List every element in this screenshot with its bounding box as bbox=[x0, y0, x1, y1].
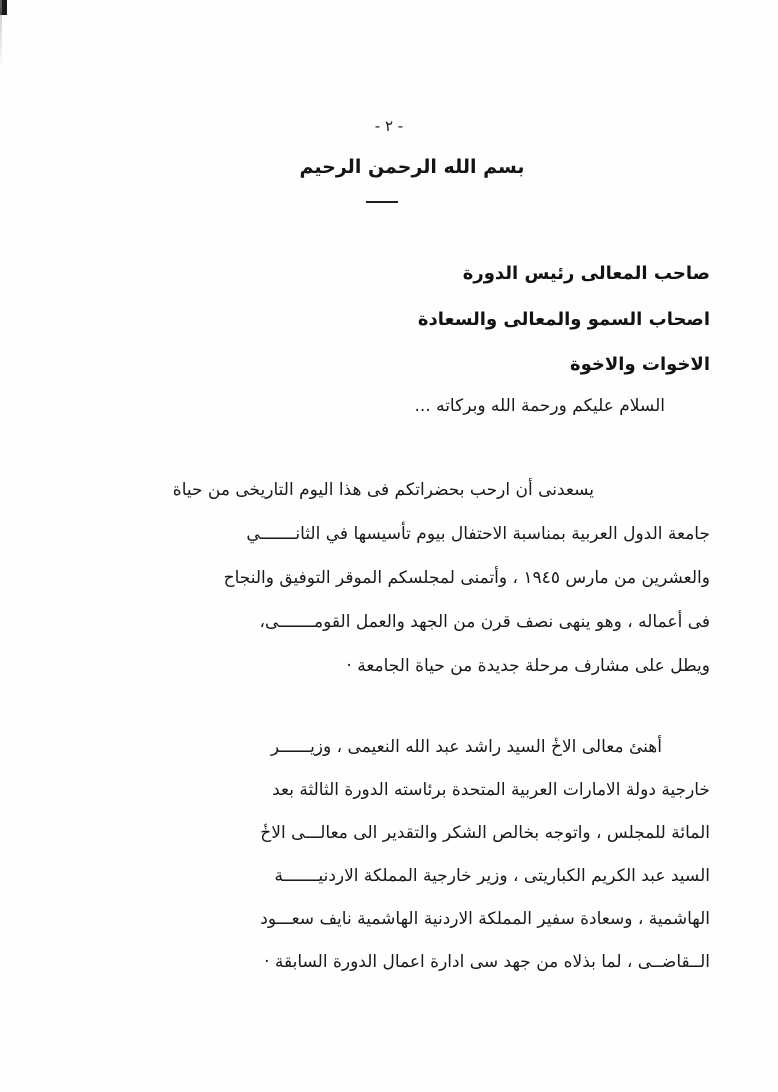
scan-artifact-edge bbox=[0, 0, 2, 70]
paragraph-line: أهنئ معالى الاخٔ السيد راشد عبد الله النعيمى ، وزيــــــر bbox=[270, 737, 662, 757]
salutation-line: السلام عليكم ورحمة الله وبركاته ... bbox=[414, 396, 665, 416]
paragraph-line: فى أعماله ، وهو ينهى نصف قرن من الجهد والعمل القومـــــــى، bbox=[259, 612, 710, 632]
heading-session-president: صاحب المعالى رئيس الدورة bbox=[462, 263, 710, 284]
paragraph-line: الهاشمية ، وسعادة سفير المملكة الاردنية الهاشمية نايف سعـــود bbox=[260, 909, 710, 929]
paragraph-line: خارجية دولة الامارات العربية المتحدة برئاسته الدورة الثالثة بعد bbox=[272, 780, 710, 800]
paragraph-1 bbox=[173, 468, 710, 688]
page-number: - ٢ - bbox=[374, 117, 404, 135]
bismillah-underline bbox=[366, 201, 398, 203]
paragraph-line: السيد عبد الكريم الكباريتى ، وزير خارجية المملكة الاردنيـــــــة bbox=[274, 866, 710, 886]
paragraph-line: والعشرين من مارس ١٩٤٥ ، وأتمنى لمجلسكم الموقر التوفيق والنجاح bbox=[223, 568, 710, 588]
paragraph-line: الــقاضــى ، لما بذلاه من جهد سى ادارة اعمال الدورة السابقة · bbox=[264, 952, 710, 972]
paragraph-line: جامعة الدول العربية بمناسبة الاحتفال بيوم تأسيسها في الثانـــــــي bbox=[246, 524, 710, 544]
paragraph-2 bbox=[260, 726, 710, 984]
bismillah-text: بسم الله الرحمن الرحيم bbox=[299, 156, 525, 178]
heading-brothers-sisters: الاخوات والاخوة bbox=[569, 354, 710, 375]
paragraph-line: يسعدنى أن ارحب بحضراتكم فى هذا اليوم التاريخى من حياة bbox=[172, 480, 594, 500]
heading-highnesses-excellencies: اصحاب السمو والمعالى والسعادة bbox=[417, 309, 710, 330]
paragraph-line: ويطل على مشارف مرحلة جديدة من حياة الجامعة · bbox=[346, 656, 710, 676]
bismillah-wrap bbox=[0, 156, 778, 178]
paragraph-line: المائة للمجلس ، واتوجه بخالص الشكر والتقدير الى معالـــى الاخٔ bbox=[260, 823, 710, 843]
